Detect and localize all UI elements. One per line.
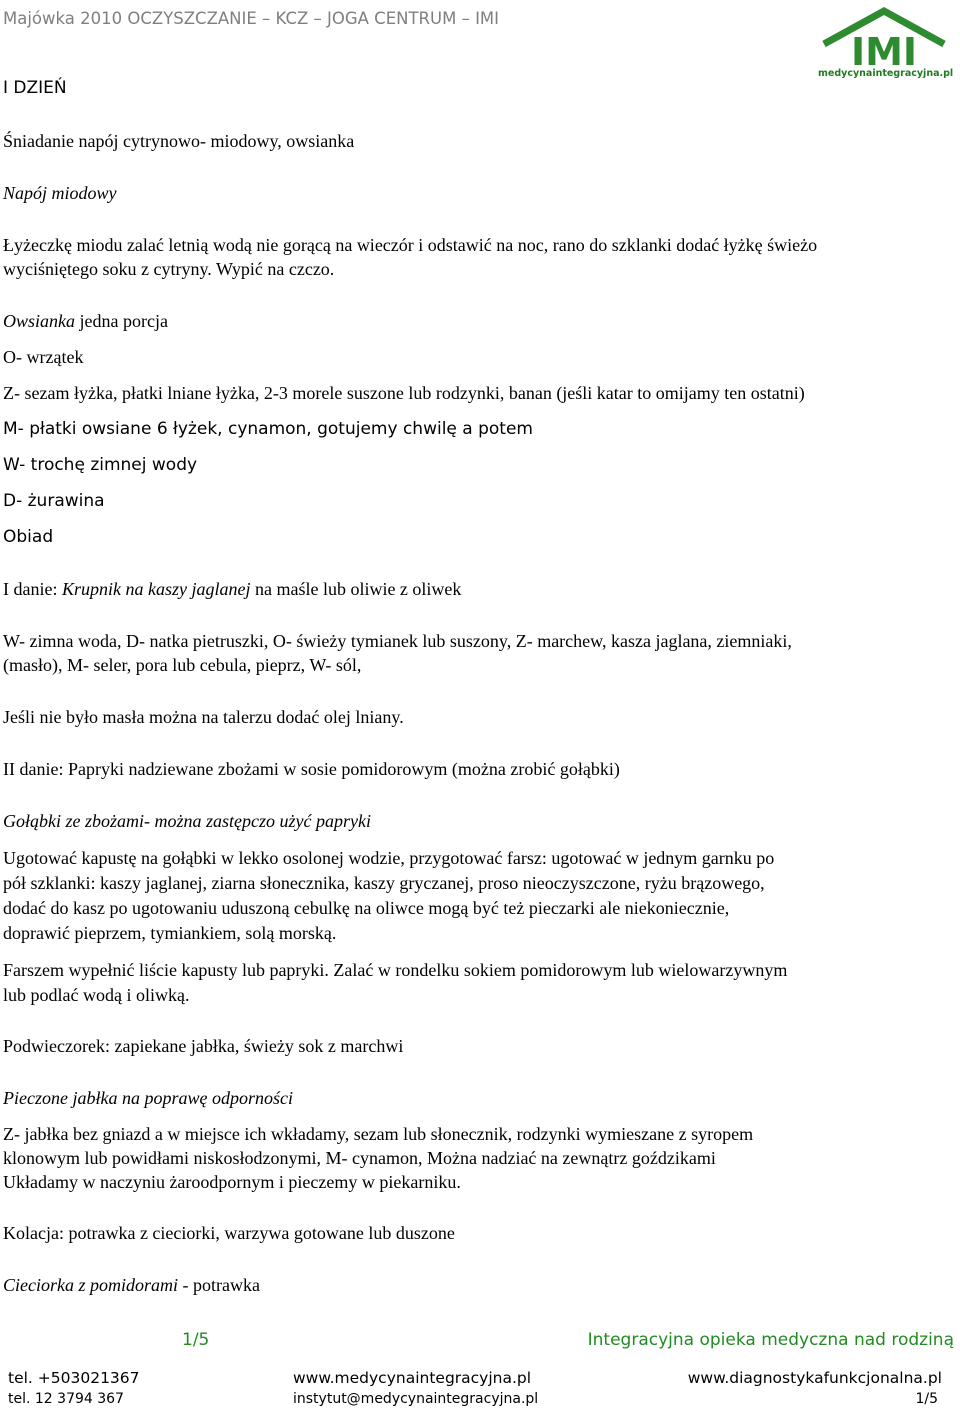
oat-portion: jedna porcja: [75, 311, 168, 331]
footer-email[interactable]: instytut@medycynaintegracyjna.pl: [293, 1391, 539, 1407]
drink-instructions-line-2: wyciśniętego soku z cytryny. Wypić na czczo.: [3, 259, 335, 279]
chickpea-title: Cieciorka z pomidorami: [3, 1275, 178, 1295]
golabki-line-1: Ugotować kapustę na gołąbki w lekko osolonej wodzie, przygotować farsz: ugotować w jednym garnku po: [3, 848, 775, 868]
dish2-heading: II danie: Papryki nadziewane zbożami w sosie pomidorowym (można zrobić gołąbki): [3, 759, 620, 779]
supper-heading: Kolacja: potrawka z cieciorki, warzywa gotowane lub duszone: [3, 1223, 455, 1243]
oat-ingredient-o: O- wrzątek: [3, 347, 84, 367]
footer-website-2[interactable]: www.diagnostykafunkcjonalna.pl: [687, 1369, 942, 1387]
dish1-heading: [3, 577, 951, 601]
chickpea-heading: [3, 1273, 951, 1297]
apples-line-3: Układamy w naczyniu żaroodpornym i pieczemy w piekarniku.: [3, 1172, 461, 1192]
oat-ingredient-w: W- trochę zimnej wody: [3, 455, 198, 475]
footer-page-number-2: 1/5: [915, 1391, 938, 1407]
oat-ingredient-z: Z- sezam łyżka, płatki lniane łyżka, 2-3 morele suszone lub rodzynki, banan (jeśli katar to omijamy ten ostatni): [3, 383, 805, 403]
oat-heading: [3, 309, 951, 333]
drink-title: Napój miodowy: [3, 183, 117, 203]
dish1-suffix: na maśle lub oliwie z oliwek: [250, 579, 462, 599]
imi-logo: [818, 6, 954, 80]
golabki-line-4: doprawić pieprzem, tymiankiem, solą morską.: [3, 923, 337, 943]
house-roof-icon: [818, 6, 950, 70]
logo-site-text: medycynaintegracyjna.pl: [818, 68, 954, 79]
document-header-title: Majówka 2010 OCZYSZCZANIE – KCZ – JOGA CENTRUM – IMI: [3, 9, 500, 28]
oat-ingredient-m: M- płatki owsiane 6 łyżek, cynamon, gotujemy chwilę a potem: [3, 419, 533, 439]
golabki-line-6: lub podlać wodą i oliwką.: [3, 985, 190, 1005]
chickpea-suffix: - potrawka: [178, 1275, 260, 1295]
logo-text: IMI: [850, 30, 918, 70]
golabki-line-2: pół szklanki: kaszy jaglanej, ziarna słonecznika, kaszy gryczanej, proso nieoczyszczone, ryżu brązowego,: [3, 873, 765, 893]
lunch-heading: Obiad: [3, 527, 54, 547]
dish1-ingredients-line-2: (masło), M- seler, pora lub cebula, pieprz, W- sól,: [3, 655, 362, 675]
drink-instructions-line-1: Łyżeczkę miodu zalać letnią wodą nie gorącą na wieczór i odstawić na noc, rano do szklanki dodać łyżkę świeżo: [3, 235, 818, 255]
golabki-title: Gołąbki ze zbożami- można zastępczo użyć papryki: [3, 811, 371, 831]
footer-tagline: Integracyjna opieka medyczna nad rodziną: [587, 1330, 954, 1350]
dish1-note: Jeśli nie było masła można na talerzu dodać olej lniany.: [3, 707, 404, 727]
golabki-line-5: Farszem wypełnić liście kapusty lub papryki. Zalać w rondelku sokiem pomidorowym lub wielowarzywnym: [3, 960, 788, 980]
golabki-line-3: dodać do kasz po ugotowaniu uduszoną cebulkę na oliwce mogą być też pieczarki ale niekoniecznie,: [3, 898, 730, 918]
apples-line-2: klonowym lub powidłami niskosłodzonymi, M- cynamon, Można nadziać na zewnątrz goździkami: [3, 1148, 716, 1168]
oat-ingredient-d: D- żurawina: [3, 491, 105, 511]
dish1-ingredients-line-1: W- zimna woda, D- natka pietruszki, O- świeży tymianek lub suszony, Z- marchew, kasza jaglana, ziemniaki,: [3, 631, 792, 651]
footer-phone-1: tel. +503021367: [8, 1369, 140, 1387]
day-heading: I DZIEŃ: [3, 78, 67, 98]
apples-title: Pieczone jabłka na poprawę odporności: [3, 1088, 293, 1108]
footer-phone-2: tel. 12 3794 367: [8, 1391, 124, 1407]
oat-title: Owsianka: [3, 311, 75, 331]
breakfast-line: Śniadanie napój cytrynowo- miodowy, owsianka: [3, 131, 355, 151]
dish1-name: Krupnik na kaszy jaglanej: [61, 579, 251, 599]
dish1-prefix: I danie:: [3, 579, 62, 599]
footer-page-number: 1/5: [182, 1330, 210, 1350]
apples-line-1: Z- jabłka bez gniazd a w miejsce ich wkładamy, sezam lub słonecznik, rodzynki wymieszane z syropem: [3, 1124, 754, 1144]
snack-heading: Podwieczorek: zapiekane jabłka, świeży sok z marchwi: [3, 1036, 404, 1056]
footer-website-1[interactable]: www.medycynaintegracyjna.pl: [293, 1369, 532, 1387]
